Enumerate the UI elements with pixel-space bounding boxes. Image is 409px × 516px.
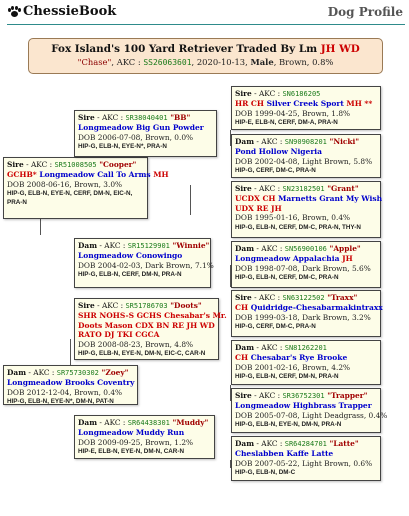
dob-text: DOB 1998-07-08, Dark Brown, 5.6% xyxy=(235,263,371,273)
dog-name[interactable]: SHR NOHS-S GCHS Chesabar's Mr. xyxy=(78,311,227,320)
header-divider xyxy=(7,24,405,25)
dog-title: Fox Island's 100 Yard Retriever Traded By Lm JH WD xyxy=(51,43,360,55)
dog-name[interactable]: Longmeadow Brooks Coventry xyxy=(7,378,135,387)
dog-name[interactable]: UCDX CH Marnetts Grant My Wish xyxy=(235,194,383,203)
dob-text: DOB 2009-09-25, Brown, 1.2% xyxy=(78,437,194,447)
health-text: PRA-N xyxy=(7,199,27,206)
dog-name[interactable]: GCHB* Longmeadow Call To Arms MH xyxy=(7,170,169,179)
pedigree-card-dss[interactable]: Sire - AKC : SN63122502 "Traxx" CH Quidridge-Chesabarmakintraxx DOB 1999-03-18, Dark Brown, 3.2% HIP-G, CERF, DM-C, PRA-N xyxy=(231,290,381,337)
pedigree-card-sds[interactable]: Sire - AKC : SN23182501 "Grant" UCDX CH Marnetts Grant My Wish UDX RE JH DOB 1995-01-16, Brown, 0.4% HIP-G, ELB-N, CERF, DM-C, PRA-N, THY-N xyxy=(231,181,381,238)
page-label: Dog Profile xyxy=(327,5,403,19)
dog-name[interactable]: Longmeadow Conowingo xyxy=(78,251,183,260)
health-text: HIP-G, ELB-N, EYE-N, CERF, DM-N, EIC-N, xyxy=(7,190,133,197)
pedigree-card-sire-sire[interactable]: Sire - AKC : SR51008505 "Cooper" GCHB* Longmeadow Call To Arms MH DOB 2008-06-16, Brown, 3.0% HIP-G, ELB-N, EYE-N, CERF, DM-N, EIC-N, PRA-N xyxy=(3,157,148,219)
health-text: HIP-G, ELB-N, EYE-N*, DM-N, PAT-N xyxy=(7,398,114,405)
connector xyxy=(40,218,41,235)
dob-text: DOB 2008-08-23, Brown, 4.8% xyxy=(78,339,194,349)
health-text: HIP-G, ELB-N, CERF, DM-C, PRA-N, THY-N xyxy=(235,223,361,231)
health-text: HIP-G, ELB-N, CERF, DM-N, PRA-N xyxy=(235,373,339,380)
dob-text: DOB 2008-06-16, Brown, 3.0% xyxy=(7,179,123,189)
dob-text: DOB 2004-02-03, Dark Brown, 7.1% xyxy=(78,260,214,270)
dog-name[interactable]: Longmeadow Big Gun Powder xyxy=(78,123,204,132)
health-text: HIP-G, ELB-N, EYE-N, DM-N, EIC-C, CAR-N xyxy=(78,350,206,357)
dob-text: DOB 1995-01-16, Brown, 0.4% xyxy=(235,213,351,222)
pedigree-card-ssd[interactable]: Dam - AKC : SN90908201 "Nicki" Pond Hollow Nigeria DOB 2002-04-08, Light Brown, 5.8% HIP-G, CERF, DM-C, PRA-N xyxy=(231,134,381,178)
dog-name[interactable]: HR CH Silver Creek Sport MH ** xyxy=(235,99,373,108)
dog-name[interactable]: Cheslabben Kaffe Latte xyxy=(235,449,334,458)
dob-text: DOB 2006-07-08, Brown, 0.0% xyxy=(78,132,194,142)
connector xyxy=(70,339,71,365)
health-text: HIP-G, ELB-N, DM-C xyxy=(235,469,296,476)
connector xyxy=(190,185,191,215)
health-text: HIP-G, ELB-N, EYE-N, DM-N, PRA-N xyxy=(235,421,342,428)
dob-text: DOB 2012-12-04, Brown, 0.4% xyxy=(7,387,123,397)
health-text: HIP-G, CERF, DM-C, PRA-N xyxy=(235,167,316,174)
health-text: HIP-G, ELB-N, CERF, DM-N, PRA-N xyxy=(78,271,182,278)
dog-name[interactable]: Longmeadow Highbrass Trapper xyxy=(235,401,372,410)
pedigree-card-sire[interactable]: Sire - AKC : SR51786703 "Doots" SHR NOHS-S GCHS Chesabar's Mr. Doots Mason CDX BN RE JH WD RATO DJ TKI CGCA DOB 2008-08-23, Brown, 4.8% HIP-G, ELB-N, EYE-N, DM-N, EIC-C, CAR-N xyxy=(74,298,219,360)
dob-text: DOB 2007-05-22, Light Brown, 0.6% xyxy=(235,458,373,468)
dog-name[interactable]: CH Chesabar's Rye Brooke xyxy=(235,353,348,362)
health-text: HIP-G, ELB-N, EYE-N*, PRA-N xyxy=(78,143,167,150)
pedigree-card-dsd[interactable]: Dam - AKC : SN81262201 CH Chesabar's Rye Brooke DOB 2001-02-16, Brown, 4.2% HIP-G, ELB-N, CERF, DM-N, PRA-N xyxy=(231,340,381,385)
dob-text: DOB 1999-04-25, Brown, 1.8% xyxy=(235,108,351,118)
dob-text: DOB 2002-04-08, Light Brown, 5.8% xyxy=(235,156,373,166)
dog-name[interactable]: Longmeadow Muddy Run xyxy=(78,428,185,437)
pedigree-card-sss[interactable]: Sire - AKC : SN6186205 HR CH Silver Creek Sport MH ** DOB 1999-04-25, Brown, 1.8% HIP-E, ELB-N, CERF, DM-A, PRA-N xyxy=(231,86,381,130)
brand-name: ChessieBook xyxy=(23,4,117,19)
pedigree-card-dam-dam[interactable]: Dam - AKC : SR64438301 "Muddy" Longmeadow Muddy Run DOB 2009-09-25, Brown, 1.2% HIP-E, ELB-N, EYE-N, DM-N, CAR-N xyxy=(74,415,215,459)
paw-icon xyxy=(8,6,20,18)
pedigree-card-dam[interactable]: Dam - AKC : SR75730302 "Zoey" Longmeadow Brooks Coventry DOB 2012-12-04, Brown, 0.4% HIP-G, ELB-N, EYE-N*, DM-N, PAT-N xyxy=(3,365,138,405)
pedigree-card-dds[interactable]: Sire - AKC : SR36752301 "Trapper" Longmeadow Highbrass Trapper DOB 2005-07-08, Light Deadgrass, 0.4% HIP-G, ELB-N, EYE-N, DM-N, PRA-N xyxy=(231,388,381,433)
dog-name[interactable]: Longmeadow Appalachia JH xyxy=(235,254,353,263)
dog-summary: "Chase", AKC : SS26063601, 2020-10-13, Male, Brown, 0.8% xyxy=(77,57,334,67)
dog-name[interactable]: CH Quidridge-Chesabarmakintraxx xyxy=(235,303,383,312)
dog-name[interactable]: Pond Hollow Nigeria xyxy=(235,147,322,156)
pedigree-card-dam-sire[interactable]: Sire - AKC : SR38040401 "BB" Longmeadow Big Gun Powder DOB 2006-07-08, Brown, 0.0% HIP-G, ELB-N, EYE-N*, PRA-N xyxy=(74,110,217,157)
dob-text: DOB 2005-07-08, Light Deadgrass, 0.4% xyxy=(235,410,388,420)
dog-title-box xyxy=(28,38,383,74)
pedigree-card-sdd[interactable]: Dam - AKC : SN56900106 "Apple" Longmeadow Appalachia JH DOB 1998-07-08, Dark Brown, 5.6% HIP-G, ELB-N, CERF, DM-C, PRA-N xyxy=(231,241,381,288)
dob-text: DOB 1999-03-18, Dark Brown, 3.2% xyxy=(235,312,371,322)
pedigree-card-sire-dam[interactable]: Dam - AKC : SR15129901 "Winnie" Longmeadow Conowingo DOB 2004-02-03, Dark Brown, 7.1% HIP-G, ELB-N, CERF, DM-N, PRA-N xyxy=(74,238,211,288)
health-text: HIP-E, ELB-N, EYE-N, DM-N, CAR-N xyxy=(78,448,184,455)
pedigree-card-ddd[interactable]: Dam - AKC : SR64284701 "Latte" Cheslabben Kaffe Latte DOB 2007-05-22, Light Brown, 0.6% HIP-G, ELB-N, DM-C xyxy=(231,436,381,481)
dob-text: DOB 2001-02-16, Brown, 4.2% xyxy=(235,362,351,372)
health-text: HIP-E, ELB-N, CERF, DM-A, PRA-N xyxy=(235,119,338,126)
health-text: HIP-G, CERF, DM-C, PRA-N xyxy=(235,323,316,330)
brand-logo[interactable] xyxy=(8,4,116,19)
health-text: HIP-G, ELB-N, CERF, DM-C, PRA-N xyxy=(235,274,339,281)
